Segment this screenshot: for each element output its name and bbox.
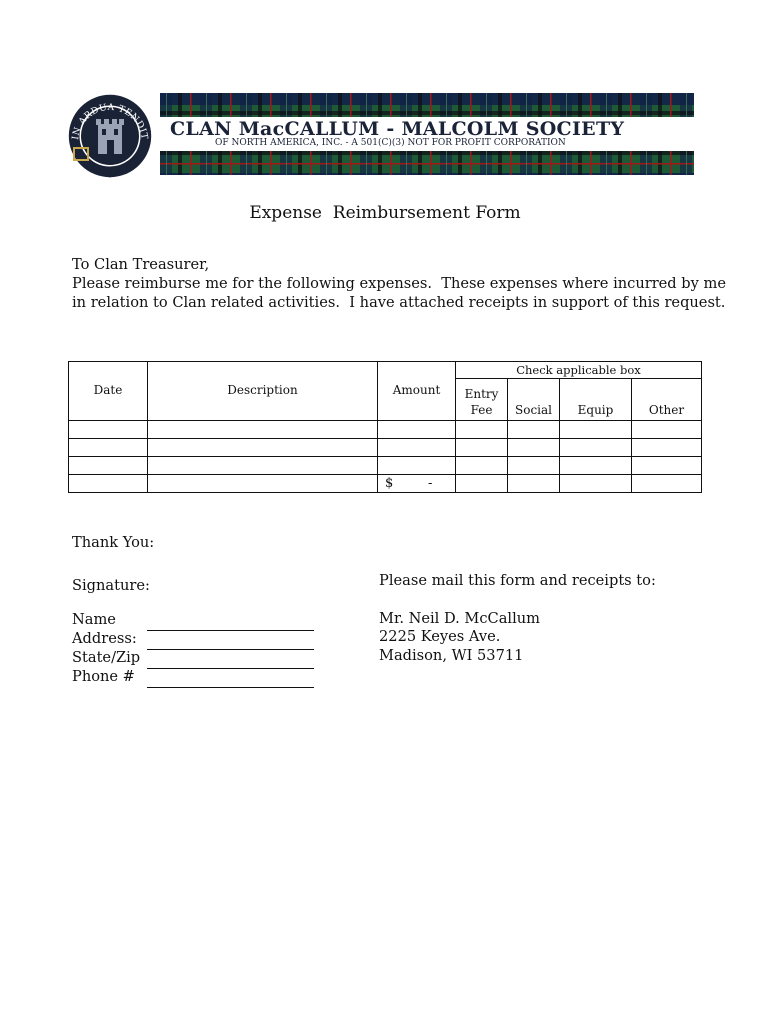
currency-symbol: $ — [385, 476, 394, 491]
header-date: Date — [69, 362, 148, 421]
name-input-line[interactable] — [147, 630, 314, 631]
equip-checkbox[interactable] — [560, 475, 632, 493]
state-zip-input-line[interactable] — [147, 668, 314, 669]
social-checkbox[interactable] — [508, 439, 560, 457]
header-description: Description — [148, 362, 378, 421]
society-name: CLAN MacCALLUM - MALCOLM SOCIETY — [170, 118, 625, 140]
table-row — [69, 457, 702, 475]
equip-checkbox[interactable] — [560, 421, 632, 439]
expense-table — [68, 361, 702, 493]
date-cell[interactable] — [69, 421, 148, 439]
date-cell[interactable] — [69, 475, 148, 493]
name-label: Name — [72, 611, 116, 628]
social-checkbox[interactable] — [508, 457, 560, 475]
table-row — [69, 421, 702, 439]
date-cell[interactable] — [69, 457, 148, 475]
header-check-applicable: Check applicable box — [456, 362, 702, 379]
description-cell[interactable] — [148, 421, 378, 439]
description-cell[interactable] — [148, 475, 378, 493]
description-cell[interactable] — [148, 439, 378, 457]
equip-checkbox[interactable] — [560, 457, 632, 475]
greeting: To Clan Treasurer, — [72, 256, 210, 273]
amount-cell[interactable] — [378, 421, 456, 439]
header-amount: Amount — [378, 362, 456, 421]
table-row — [69, 439, 702, 457]
crest-motto: IN ARDUA TENDIT — [71, 102, 150, 141]
state-zip-label: State/Zip — [72, 649, 141, 666]
entry-fee-checkbox[interactable] — [456, 475, 508, 493]
intro-line-1: Please reimburse me for the following expenses. These expenses where incurred by me — [72, 275, 726, 292]
header-equip: Equip — [560, 379, 632, 421]
total-amount-cell — [378, 475, 456, 493]
address-input-line[interactable] — [147, 649, 314, 650]
phone-label: Phone # — [72, 668, 135, 685]
society-subtitle: OF NORTH AMERICA, INC. - A 501(C)(3) NOT FOR PROFIT CORPORATION — [215, 138, 566, 148]
mail-city: Madison, WI 53711 — [379, 647, 524, 664]
equip-checkbox[interactable] — [560, 439, 632, 457]
mail-instruction: Please mail this form and receipts to: — [379, 572, 656, 589]
description-cell[interactable] — [148, 457, 378, 475]
mail-street: 2225 Keyes Ave. — [379, 628, 501, 645]
other-checkbox[interactable] — [632, 421, 702, 439]
amount-cell[interactable] — [378, 439, 456, 457]
other-checkbox[interactable] — [632, 439, 702, 457]
other-checkbox[interactable] — [632, 457, 702, 475]
mail-recipient: Mr. Neil D. McCallum — [379, 610, 540, 627]
entry-fee-checkbox[interactable] — [456, 457, 508, 475]
intro-line-2: in relation to Clan related activities. I have attached receipts in support of this request. — [72, 294, 726, 311]
clan-crest-logo — [66, 92, 154, 180]
date-cell[interactable] — [69, 439, 148, 457]
header-social: Social — [508, 379, 560, 421]
header-entry: Entry — [464, 387, 499, 401]
table-total-row — [69, 475, 702, 493]
header-fee: Fee — [470, 403, 493, 417]
total-amount-value: - — [428, 476, 433, 491]
entry-fee-checkbox[interactable] — [456, 421, 508, 439]
social-checkbox[interactable] — [508, 475, 560, 493]
phone-input-line[interactable] — [147, 687, 314, 688]
social-checkbox[interactable] — [508, 421, 560, 439]
intro-paragraph — [72, 255, 726, 312]
header-entry-fee — [456, 379, 508, 421]
thank-you-label: Thank You: — [72, 534, 155, 551]
form-title: Expense Reimbursement Form — [249, 203, 521, 223]
amount-cell[interactable] — [378, 457, 456, 475]
signature-label: Signature: — [72, 577, 150, 594]
header-other: Other — [632, 379, 702, 421]
entry-fee-checkbox[interactable] — [456, 439, 508, 457]
address-label: Address: — [72, 630, 137, 647]
other-checkbox[interactable] — [632, 475, 702, 493]
